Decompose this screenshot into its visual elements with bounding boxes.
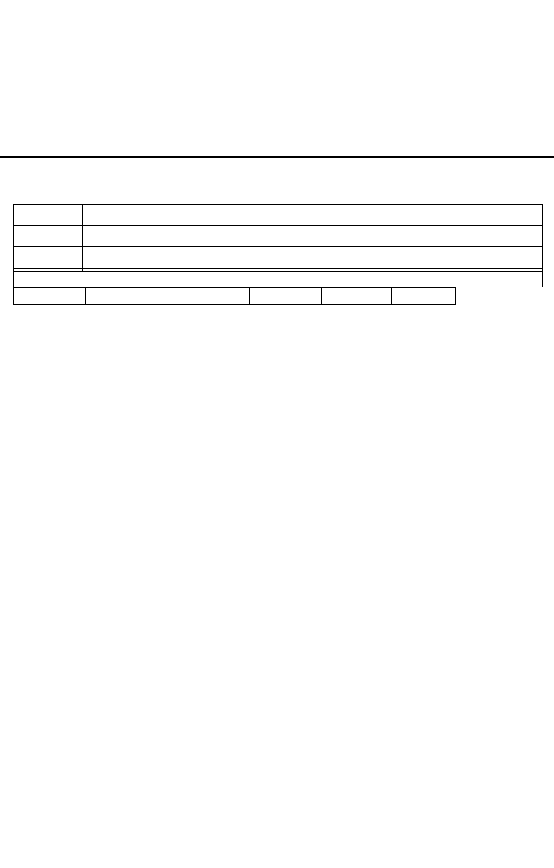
column-header — [85, 288, 249, 305]
info-label — [14, 226, 83, 246]
column-header — [322, 288, 392, 305]
info-row-contractor — [14, 226, 542, 247]
payment-detail-table — [13, 287, 456, 305]
table-header-row — [14, 288, 456, 305]
info-label — [14, 205, 83, 225]
column-header — [392, 288, 456, 305]
column-header — [14, 288, 86, 305]
column-header — [250, 288, 322, 305]
payment-info-table — [13, 204, 543, 272]
section-subtitle — [13, 268, 543, 287]
info-row-contract — [14, 205, 542, 226]
section-divider — [0, 156, 554, 158]
